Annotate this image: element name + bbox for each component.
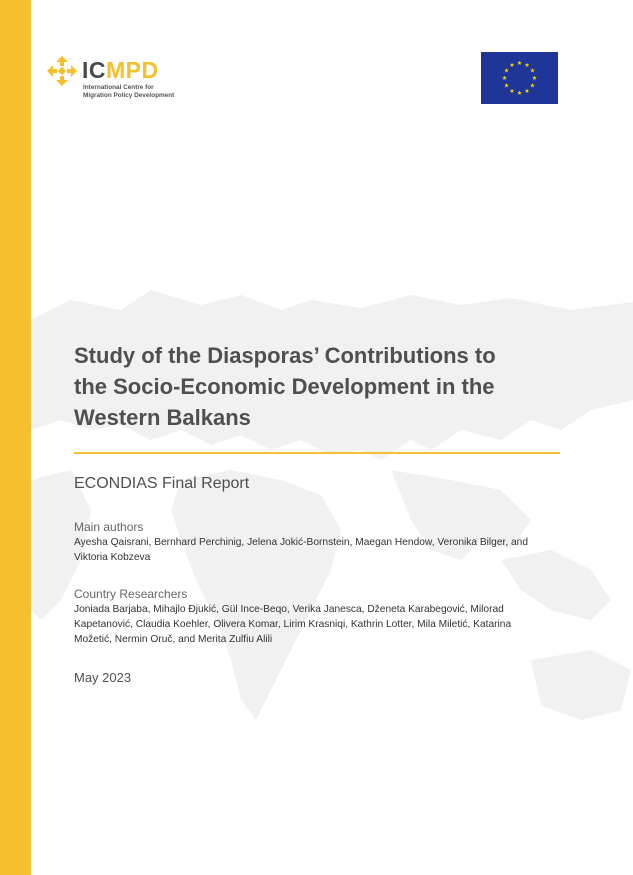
publication-date: May 2023 [74,670,132,685]
document-subtitle: ECONDIAS Final Report [74,475,250,492]
logo-wordmark [82,57,159,83]
logo-subtitle-line2: Migration Policy Development [83,92,175,99]
country-researchers-list [74,602,554,647]
eu-star-icon [517,61,522,65]
eu-star-icon [525,63,530,67]
eu-star-icon [530,68,535,72]
eu-star-icon [504,83,509,87]
eu-flag-icon [481,52,558,104]
title-line2: the Socio-Economic Development in the [74,374,495,399]
logo-wordmark-ic: IC [82,57,106,83]
country-researchers-line2: Kapetanović, Claudia Koehler, Olivera Komar, Lirim Krasniqi, Kathrin Lotter, Mila Miletić, Katarina [74,619,512,630]
country-researchers-label: Country Researchers [74,587,188,601]
title-divider [74,452,560,454]
logo-subtitle [83,84,174,100]
eu-star-icon [530,83,535,87]
logo-wordmark-mpd: MPD [106,57,159,83]
title-line1: Study of the Diasporas’ Contributions to [74,343,496,368]
main-authors-label: Main authors [74,520,144,534]
title-line3: Western Balkans [74,405,251,430]
eu-star-icon [504,68,509,72]
eu-star-icon [517,91,522,95]
eu-star-icon [510,63,515,67]
document-title [74,340,574,433]
main-authors-list [74,535,554,565]
country-researchers-line1: Joniada Barjaba, Mihajlo Đjukić, Gül Ince-Beqo, Verika Janesca, Dženeta Karabegović, Milorad [74,604,504,615]
eu-flag [481,52,558,104]
side-accent-bar [0,0,31,875]
eu-star-icon [532,76,537,80]
eu-star-icon [502,76,507,80]
main-authors-line1: Ayesha Qaisrani, Bernhard Perchinig, Jelena Jokić-Bornstein, Maegan Hendow, Veronika Bilger, and [74,537,528,548]
icmpd-logo [46,55,196,105]
eu-star-icon [510,89,515,93]
country-researchers-line3: Možetić, Nermin Oruč, and Merita Zulfiu Alili [74,634,273,645]
icmpd-arrows-icon [46,55,78,87]
main-authors-line2: Viktoria Kobzeva [74,552,151,563]
logo-subtitle-line1: International Centre for [83,84,154,91]
eu-star-icon [525,89,530,93]
